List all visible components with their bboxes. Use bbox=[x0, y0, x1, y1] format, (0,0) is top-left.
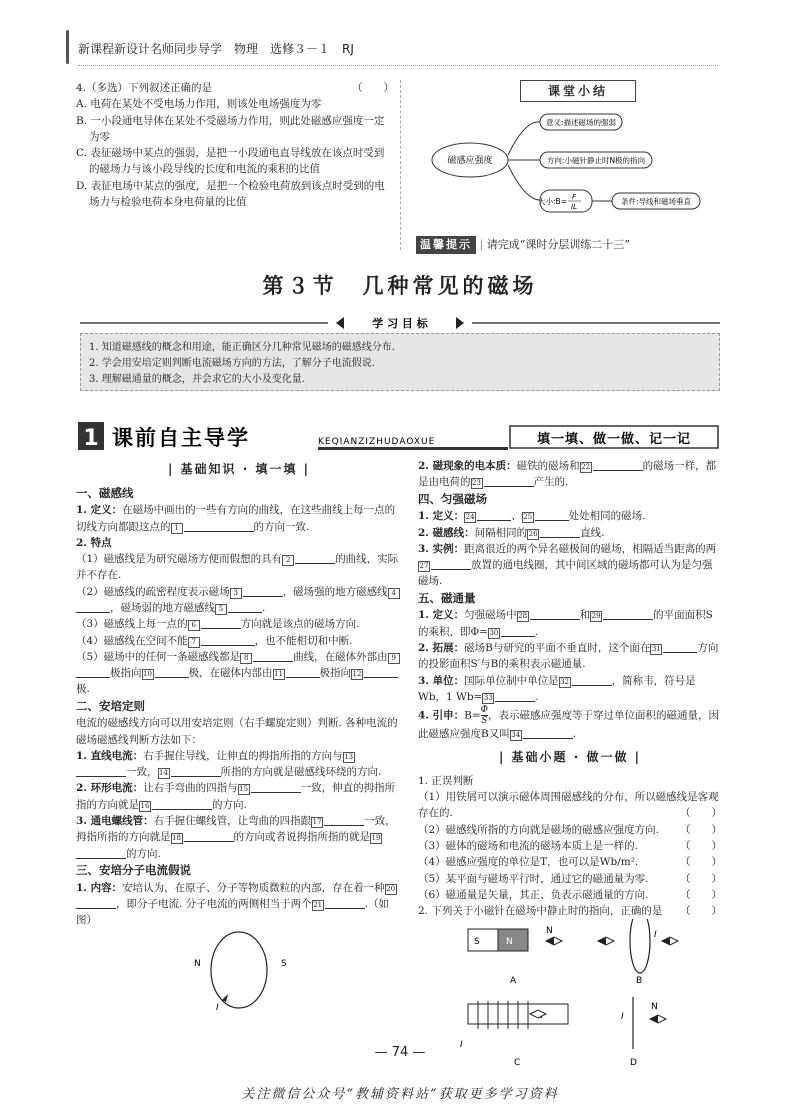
node-3-label: 大小:B= bbox=[538, 197, 567, 206]
compass-needle-icon bbox=[598, 937, 606, 945]
summary-diagram bbox=[430, 100, 720, 225]
magnet-n-label: N bbox=[506, 937, 513, 948]
question-4 bbox=[76, 80, 394, 210]
heading-magnetic-flux: 五、磁通量 bbox=[418, 590, 476, 605]
right-column: 2. 磁现象的电本质：磁铁的磁场和 22 的磁场一样，都是由电荷的 23 产生的. 四、匀强磁场 1. 定义： 24 、 25 处处相同的磁场. 2. 磁感线：间隔相同的 26 直线. 3. 实例：距离很近的两个异名磁极间的磁场，相隔适当距离的两27 放置的通电线圈，其中间区域的磁场都可认为是匀强磁场. 五、磁通量 1. 定义：匀强磁场中 28 和 29 的平面面积S的乘积，即Φ= 30 . 2. 拓展：磁场B与研究的平面不垂直时，这个面在 31 方向的投影面积S′与B的乘积表示磁通量. 3. 单位：国际单位制中单位是 32 ，简称韦，符号是Wb，1 Wb= 33 . 4. 引申：B= $\frac{\Phi}{S}$ ，表示磁感应强度等于穿过单位面积的磁通量，因此磁感应强度B又叫 34 . | 基础小题 · 做一做 | 1. 正误判断 （1）用铁屑可以演示磁体周围磁感线的分布，所以磁感线是客观存在的. （ ） （2）磁感线所指的方向就是磁场的磁感应强度方向. （ ） （3）磁体的磁场和电流的磁场本质上是一样的. （ ） （4）磁感应强度的单位是T，也可以是Wb/m². （ ） （5）某平面与磁场平行时，通过它的磁通量为零. （ ） （6）磁通量是矢量，其正、负表示磁通量的方向. （ ） 2. 下列关于小磁针在磁场中静止时的指向，正确的是 （ ） S N N A I B I C I N D bbox=[418, 460, 722, 1069]
magnet-s-label: S bbox=[474, 937, 480, 948]
objective-item: 2. 学会用安培定则判断电流磁场方向的方法，了解分子电流假说. bbox=[89, 358, 375, 369]
node-3-numerator: F bbox=[571, 193, 577, 201]
header-rule bbox=[78, 65, 718, 66]
column-divider bbox=[400, 80, 401, 250]
node-4-label: 条件:导线和磁场垂直 bbox=[620, 197, 692, 206]
option-d-label: D bbox=[630, 1058, 637, 1069]
solenoid-i-label: I bbox=[460, 1040, 463, 1051]
heading-magnetic-lines: 一、磁感线 bbox=[76, 485, 134, 500]
q4-option-c: C. 表征磁场中某点的强弱，是把一小段通电直导线放在该点时受到的磁场力与该小段导线的长度和电流的乘积的比值 bbox=[76, 147, 385, 176]
label-s: S bbox=[281, 959, 287, 970]
center-label: 磁感应强度 bbox=[447, 156, 493, 166]
option-a-label: A bbox=[510, 976, 517, 987]
section-title: 第３节 几种常见的磁场 bbox=[262, 274, 538, 298]
loop-i-label: I bbox=[654, 930, 657, 941]
option-b-label: B bbox=[636, 976, 643, 987]
magnet-n-pole bbox=[498, 929, 528, 951]
footer-note: 关注微信公众号“教辅资料站”获取更多学习资料 bbox=[241, 1087, 559, 1102]
label-n: N bbox=[194, 959, 201, 970]
compass-needle-icon bbox=[662, 937, 670, 945]
magnet-s-pole bbox=[468, 929, 498, 951]
wire-i-label: I bbox=[621, 1012, 624, 1023]
current-loop bbox=[211, 932, 267, 1008]
q4-answer-paren: （ ） bbox=[352, 82, 394, 94]
heading-ampere-rule: 二、安培定则 bbox=[76, 698, 145, 713]
heading-molecular-current: 三、安培分子电流假说 bbox=[76, 862, 191, 877]
q4-option-b: B. 一小段通电导体在某处不受磁场力作用，则此处磁感应强度一定为零 bbox=[76, 114, 385, 143]
tip-text: 请完成“课时分层训练二十三” bbox=[486, 238, 630, 251]
objectives-header bbox=[80, 313, 720, 333]
wire-loop bbox=[630, 919, 650, 973]
objectives-title: 学 习 目 标 bbox=[372, 317, 428, 330]
compass-needle-icon bbox=[650, 1015, 658, 1023]
tip: 温馨提示 | 请完成“课时分层训练二十三” bbox=[416, 236, 716, 254]
q4-stem: 4.（多选）下列叙述正确的是 bbox=[76, 82, 213, 94]
objectives-box bbox=[80, 333, 720, 391]
banner-underline bbox=[318, 447, 508, 450]
objective-item: 1. 知道磁感线的概念和用途，能正确区分几种常见磁场的磁感线分布. bbox=[89, 342, 395, 353]
left-column: | 基础知识 · 填一填 | 一、磁感线 1. 定义：在磁场中画出的一些有方向的曲线，在这些曲线上每一点的切线方向都跟这点的 1 的方向一致. 2. 特点 （1）磁感线是为研究磁场方便而假想的具有 2 的曲线，实际并不存在. （2）磁感线的疏密程度表示磁场 3 ，磁场强的地方磁感线 4，磁场弱的地方磁感线 5 . （3）磁感线上每一点的 6 方向就是该点的磁场方向. （4）磁感线在空间不能 7 ，也不能相切和中断. （5）磁场中的任何一条磁感线都是 8 曲线，在磁体外部由 9极指向 10 极，在磁体内部由 11 极指向 12极. 二、安培定则 电流的磁感线方向可以用安培定则（右手螺旋定则）判断. 各种电流的磁场磁感线判断方法如下： 1. 直线电流：右手握住导线，让伸直的拇指所指的方向与 13一致， 14 所指的方向就是磁感线环绕的方向. 2. 环形电流：让右手弯曲的四指与 15 一致，伸直的拇指所指的方向就是 16 的方向. 3. 通电螺线管：右手握住螺线管，让弯曲的四指跟 17 一致，拇指所指的方向就是 18 的方向或者说拇指所指的就是 19的方向. 三、安培分子电流假说 1. 内容：安培认为，在原子、分子等物质微粒的内部，存在着一种 20，即分子电流. 分子电流的两侧相当于两个 21 .（如图） N S I bbox=[76, 458, 402, 1019]
banner-title: 课前自主导学 bbox=[112, 426, 250, 450]
page-number: — 74 — bbox=[374, 1045, 426, 1060]
chapter-banner bbox=[78, 420, 720, 452]
header-bar bbox=[66, 30, 69, 64]
node-1-label: 意义:描述磁场的强弱 bbox=[545, 118, 617, 127]
label-i: I bbox=[216, 1003, 219, 1014]
compass-needle-icon bbox=[546, 937, 554, 945]
compass-d-n-label: N bbox=[651, 1002, 658, 1013]
edge-1 bbox=[508, 122, 540, 155]
page-header: 新课程新设计名师同步导学 物理 选修３－１ RJ bbox=[78, 42, 354, 56]
solenoid-coils bbox=[478, 1001, 528, 1029]
q4-option-d: D. 表征电场中某点的强度，是把一个检验电荷放到该点时受到的电场力与检验电荷本身电荷量的比值 bbox=[76, 179, 385, 208]
node-2-label: 方向:小磁针静止时N极的指向 bbox=[546, 156, 646, 165]
judgement-heading: 1. 正误判断 bbox=[418, 774, 474, 787]
option-c-label: C bbox=[514, 1058, 521, 1069]
feature-heading: 2. 特点 bbox=[76, 536, 112, 549]
summary-title: 课堂小结 bbox=[520, 80, 636, 102]
q4-option-a: A. 电荷在某处不受电场力作用，则该处电场强度为零 bbox=[76, 98, 322, 111]
heading-uniform-field: 四、匀强磁场 bbox=[418, 491, 487, 506]
objective-item: 3. 理解磁通量的概念，并会求它的大小及变化量. bbox=[89, 374, 305, 385]
compass-a-n-label: N bbox=[546, 926, 553, 937]
ampere-intro: 电流的磁感线方向可以用安培定则（右手螺旋定则）判断. 各种电流的磁场磁感线判断方法如下： bbox=[76, 717, 398, 746]
molecular-current-figure bbox=[76, 928, 402, 1013]
node-3-denominator: IL bbox=[571, 203, 577, 211]
edge-3 bbox=[508, 165, 540, 200]
arrow-right-icon bbox=[456, 317, 464, 329]
banner-slogan: 填一填、做一做、记一记 bbox=[536, 432, 692, 447]
right-subheader: | 基础小题 · 做一做 | bbox=[498, 750, 642, 765]
compass-needle-icon bbox=[530, 1010, 546, 1018]
banner-number: 1 bbox=[83, 426, 99, 451]
banner-pinyin: KEQIANZIZHUDAOXUE bbox=[318, 437, 436, 447]
left-subheader: | 基础知识 · 填一填 | bbox=[167, 462, 311, 476]
arrow-left-icon bbox=[336, 317, 344, 329]
tip-tag: 温馨提示 bbox=[416, 236, 476, 254]
